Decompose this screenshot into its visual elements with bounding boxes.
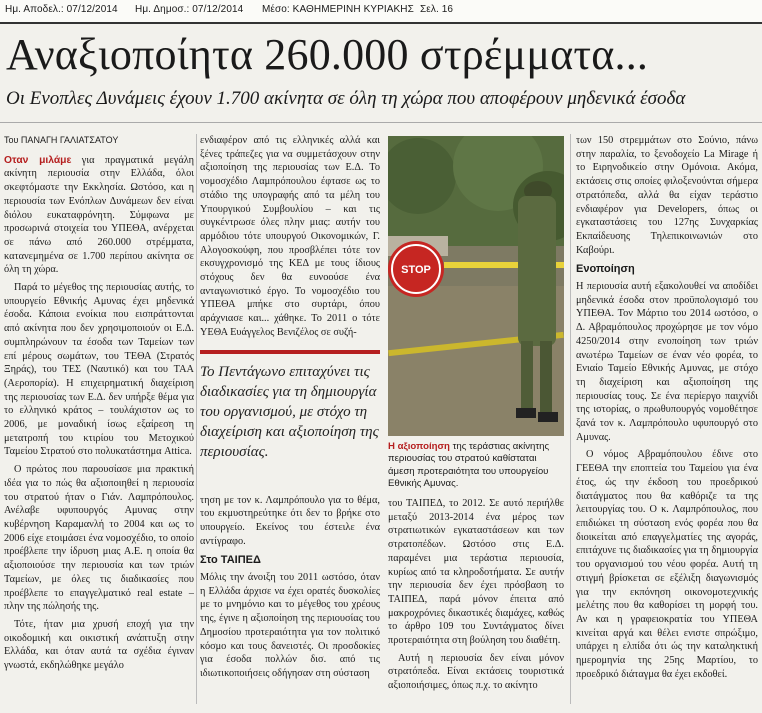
soldier-checkpoint-photo xyxy=(388,136,564,436)
header-rule xyxy=(0,122,762,123)
clipping-date: Ημ. Αποδελ.: 07/12/2014 xyxy=(5,4,118,15)
paragraph: τηση με τον κ. Λαμπρόπουλο για το θέμα, του εκμυστηρεύτηκε ότι δεν το βρήκε στο υπουργείο. Εκείνος του έστειλε ένα αντίγραφο. xyxy=(200,494,380,547)
column-1 xyxy=(4,134,194,709)
source-medium: Μέσο: ΚΑΘΗΜΕΡΙΝΗ ΚΥΡΙΑΚΗΣ xyxy=(262,4,414,15)
photo-caption xyxy=(388,441,564,491)
photo-illustration xyxy=(388,136,564,436)
paragraph: Η περιουσία αυτή εξακολουθεί να αποδίδει μηδενικά έσοδα στον προϋπολογισμό του ΥΠΕΘΑ. Τον Μάρτιο του 2014 ωστόσο, ο Δ. Αβραμόπουλος προχώρησε με τον νόμο 4250/2014 στην ενοποίηση των τριών ανωτέρω Ταμείων σε έναν νέο φορέα, το Ενιαίο Ταμείο Εθνικής Αμυνας, με στόχο τη διαχείριση και αξιοποίηση της περιουσίας τους. Σε ένα περίεργο παιχνίδι της ιστορίας, ο πρωθυπουργός νομοθέτησε ξανά τον κ. Λαμπρόπουλο υφυπουργό στο Αμυνας. xyxy=(576,281,758,443)
paragraph: Αυτή η περιουσία δεν είναι μόνον στρατόπεδα. Είναι εκτάσεις τουριστικά αξιοποιήσιμες, όπως π.χ. το ακίνητο xyxy=(388,652,564,692)
paragraph: Ο νόμος Αβραμόπουλου έδινε στο ΓΕΕΘΑ την εποπτεία του Ταμείου για ένα έτος, ώς την έκδοση του προεδρικού διατάγματος που θα καθόριζε τα της λειτουργίας του. Ο κ. Λαμπρόπουλος, που επιδιώκει τη σύσταση ενός φορέα που θα διοικείται από επαγγελματίες της αγοράς, επιτάχυνε τις διαδικασίες για τη δημιουργία του οργανισμού του νέου φορέα. Αυτή τη στιγμή βρίσκεται σε εξέλιξη διαγωνισμός για την εκπόνηση οικονομοτεχνικής μελέτης που θα καθορίσει τη μορφή του. Αν και η γραφειοκρατία του ΥΠΕΘΑ κινείται αργά και θέλει ενιστε σπρώξιμο, υπάρχει η ελπίδα ότι ώς την καταληκτική ημερομηνία της 25ης Μαρτίου, το προεδρικό διάταγμα θα έχει εκδοθεί. xyxy=(576,449,758,680)
column-3 xyxy=(388,497,564,709)
column-divider xyxy=(570,134,571,704)
section-heading: Στο ΤΑΙΠΕΔ xyxy=(200,554,261,567)
paragraph: του ΤΑΙΠΕΔ, το 2012. Σε αυτό περιήλθε μεταξύ 2013-2014 ένα μέρος των στρατιωτικών εγκαταστάσεων και των στρατοπέδων. Ωστόσο στις Ε.Δ. παραμένει μια τεράστια περιουσία, κυρίως από τα κληροδοτήματα. Σε αυτήν την περιουσία δεν έχει πρόσβαση το ΤΑΙΠΕΔ, παρά μόνον έπειτα από μακροχρόνιες δικαστικές διαμάχες, καθώς το άρθρο 109 του Συντάγματος δίνει προτεραιότητα στη βούληση του διαθέτη. xyxy=(388,498,564,647)
clipping-header-bar xyxy=(0,0,762,24)
caption-text: της τεράστιας ακίνητης περιουσίας του στρατού καθίσταται άμεση προτεραιότητα του υπουργείου Εθνικής Αμυνας. xyxy=(388,441,550,490)
run-in-lead: Οταν μιλάμε xyxy=(4,154,72,166)
paragraph: ενδιαφέρον από τις ελληνικές αλλά και ξένες τράπεζες για να συμμετάσχουν στην αξιοποίηση της περιουσίας των Ε.Δ. Το νομοσχέδιο Λαμπρόπουλου έφτασε ως το στάδιο της υπογραφής από τα μέλη του Υπουργικού Συμβουλίου – και τις συγκέντρωσε όλες πλην μιας: αυτήν του αρμόδιου τότε υπουργού Οικονομικών, Γ. Αλογοσκούφη, που προσβλέπει τότε τον εκσυγχρονισμό της ΚΕΔ με τους ίδιους στόχους δεν θα ευνοούσε ένα ανταγωνιστικό έργο. Το νομοσχέδιο του ΥΠΕΘΑ μπήκε στο συρτάρι, όπου αράχνιασε και... χάθηκε. Το 2011 ο τότε ΥΕΘΑ Ευάγγελος Βενιζέλος σε συζή- xyxy=(200,135,380,338)
paragraph: Τότε, ήταν μια χρυσή εποχή για την οικοδομική και οικιστική ανάπτυξη στην Ελλάδα, και όταν αυτά τα σχέδια έγιναν γνωστά, εκδηλώθηκε μεγάλο xyxy=(4,618,194,672)
article-subheadline: Οι Ενοπλες Δυνάμεις έχουν 1.700 ακίνητα σε όλη τη χώρα που αποφέρουν μηδενικά έσοδα xyxy=(6,88,686,109)
paragraph: Μόλις την άνοιξη του 2011 ωστόσο, όταν η Ελλάδα άρχισε να έχει ορατές δυσκολίες με το μνημόνιο και το μέγεθος του χρέους της, έγινε η αξιοποίηση της περιουσίας του Δημοσίου προτεραιότητα για τον πολιτικό κόσμο και τους δανειστές. Οι προσδοκίες για έσοδα πολλών δισ. από τις ιδιωτικοποιήσεις οδήγησαν στη σύσταση xyxy=(200,572,380,679)
article-headline: Αναξιοποίητα 260.000 στρέμματα... xyxy=(6,30,649,79)
paragraph: Παρά το μέγεθος της περιουσίας αυτής, το υπουργείο Εθνικής Αμυνας έχει μηδενικά έσοδα. Κάποια ενοίκια που εισπράττονται από ακίνητα που δεν χρησιμοποιούν οι Ε.Δ. συμπληρώνουν τα έσοδα των Ταμείων των επί μέρους σωμάτων, του ΤΕΘΑ (Στρατός Ξηράς), του ΤΕΣ (Ναυτικό) και του ΤΑΑ (Αεροπορία). Η επιχειρηματική διαχείριση της περιουσίας των Ε.Δ. δεν υπήρξε θέμα για το ελληνικό κράτος – τουλάχιστον ως το 2006, με μοναδική ίσως εξαίρεση τη μετατροπή του κτιρίου του Μετοχικού Ταμείου Στρατού στο πολυκατάστημα Attica. xyxy=(4,282,194,458)
paragraph: Οταν μιλάμε για πραγματικά μεγάλη ακίνητη περιουσία στην Ελλάδα, όλοι σκεφτόμαστε την Εκκλησία. Ωστόσο, και η περιουσία των Ενόπλων Δυνάμεων δεν είναι διόλου ευκαταφρόνητη. Σύμφωνα με προσωρινά στοιχεία του ΥΠΕΘΑ, ανέρχεται σε πάνω από 260.000 στρέμματα, κατανεμημένα σε 1.700 περίπου ακίνητα σε όλη τη χώρα. xyxy=(4,154,194,276)
column-divider xyxy=(196,134,197,704)
byline: Του ΠΑΝΑΓΗ ΓΑΛΙΑΤΣΑΤΟΥ xyxy=(4,135,119,145)
paragraph: των 150 στρεμμάτων στο Σούνιο, πάνω στην παραλία, το ξενοδοχείο La Mirage ή το Ειρηνοδικείο στην Ομόνοια. Ακόμα, εκτάσεις στις οποίες φιλοξενούνται σήμερα στρατόπεδα, αλλά θα είχαν τεράστιο ενδιαφέρον για Developers, όπως οι εγκαταστάσεις του 127ης Συνχαρκίας Εκπαίδευσης Τηλεπικοινωνιών στο Καβούρι. xyxy=(576,135,758,256)
pull-quote: Το Πεντάγωνο επιταχύνει τις διαδικασίες για τη δημιουργία του οργανισμού, με στόχο τη διαχείριση και αξιοποίηση της περιουσίας. xyxy=(200,350,380,462)
paragraph: Ο πρώτος που παρουσίασε μια πρακτική ιδέα για το πώς θα αξιοποιηθεί η περιουσία του στρατού ήταν ο Γιάν. Λαμπρόπουλος. Ανέλαβε υφυπουργός Αμυνας στην κυβέρνηση Καραμανλή το 2004 και ως το 2006 είχε ετοιμάσει ένα νομοσχέδιο, το οποίο προέβλεπε την ίδρυση μιας Α.Ε. η οποία θα αξιοποιούσε την περιουσία και των τριών Ταμείων, με όλες τις διαδικασίες που προέβλεπε το επαγγελματικό real estate – πλην της πώλησής της. xyxy=(4,464,194,613)
publication-date: Ημ. Δημοσ.: 07/12/2014 xyxy=(135,4,244,15)
section-heading: Ενοποίηση xyxy=(576,263,635,276)
stop-sign-text: STOP xyxy=(401,264,431,276)
column-4 xyxy=(576,134,758,709)
caption-lead: Η αξιοποίηση xyxy=(388,441,450,452)
page-number: Σελ. 16 xyxy=(420,4,454,15)
